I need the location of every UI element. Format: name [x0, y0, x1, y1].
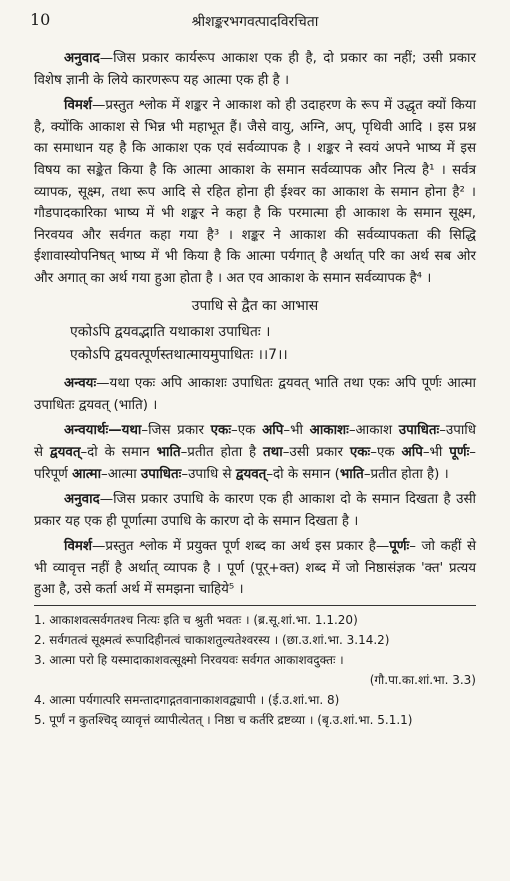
anvayartha-gloss: –एक [231, 423, 263, 439]
anvayartha-gloss: –उपाधि से [34, 423, 476, 460]
footnote-4: 4. आत्मा पर्यगात्परि समन्तादगाद्गतवानाकाशवद्व्यापी । (ई.उ.शां.भा. 8) [34, 693, 340, 708]
anvayartha-term: एकः [349, 444, 371, 460]
anvaya-text: —यथा एकः अपि आकाशः उपाधितः द्वयवत् भाति तथा एकः अपि पूर्णः आत्मा उपाधितः द्वयवत् (भाति) । [34, 376, 476, 413]
anuvad2-text: —जिस प्रकार उपाधि के कारण एक ही आकाश दो के समान दिखता है उसी प्रकार यह एक ही पूर्णात्मा उपाधि के कारण दो के समान दिखता है । [34, 492, 476, 529]
anvayartha-term: उपाधितः [398, 423, 440, 439]
anuvad-text: —जिस प्रकार कार्यरूप आकाश एक ही है, दो प्रकार का नहीं; उसी प्रकार विशेष ज्ञानी के लिये कारणरूप यह आत्मा एक ही है । [34, 51, 476, 88]
anvayartha-gloss: –दो के समान [80, 444, 157, 460]
verse-line-1: एकोऽपि द्वयवद्भाति यथाकाश उपाधितः । [70, 324, 271, 341]
footnote-divider [34, 605, 476, 606]
anvayartha-gloss: –भी [283, 423, 310, 439]
page-body [34, 48, 476, 730]
anuvad2-label: अनुवाद [64, 492, 100, 508]
footnote-2: 2. सर्वगतत्वं सूक्ष्मत्वं रूपादिहीनत्वं चाकाशतुल्यतेश्वरस्य । (छा.उ.शां.भा. 3.14.2) [34, 633, 390, 648]
vimarsh-text: —प्रस्तुत श्लोक में शङ्कर ने आकाश को ही उदाहरण के रूप में उद्धृत क्यों किया है, क्योंकि आकाश से भिन्न भी महाभूत हैं। जैसे वायु, अग्नि, अप्, पृथिवी आदि । इस प्रश्न का समाधान यह है कि आकाश एक एवं सर्वव्यापक है । शङ्कर ने स्वयं अपने भाष्य में इस विषय का सङ्केत किया है कि आत्मा आकाश के समान सर्वव्यापक और नित्य है¹ । सर्वत्र व्यापक, सूक्ष्म, तथा रूप आदि से रहित होना ही ईश्वर का आकाश के समान होना है² । गौडपादकारिका भाष्य में भी शङ्कर ने कहा है कि परमात्मा ही आकाश के समान सूक्ष्म, निरवयव और सर्वगत कहा गया है³ । शङ्कर ने आकाश की सर्वव्यापकता की सिद्धि ईशावास्योपनिषत् भाष्य में भी किया है कि आत्मा पर्यगात् है अर्थात् परि का अर्थ सब ओर और अगात् का अर्थ गया हुआ होता है । अत एव आकाश के समान सर्वव्यापक है⁴ । [34, 98, 476, 286]
anvayartha-term: आत्मा [72, 466, 102, 482]
footnotes [34, 610, 476, 730]
anvaya-label: अन्वयः [64, 376, 97, 392]
footnote-3: 3. आत्मा परो हि यस्मादाकाशवत्सूक्ष्मो निरवयवः सर्वगत आकाशवदुक्तः । [34, 653, 344, 668]
vimarsh2-text-b: – जो कहीं से भी व्यावृत्त नहीं है अर्थात् व्यापक है । पूर्ण (पूर्+क्त) शब्द में जो निष्ठासंज्ञक 'क्त' प्रत्यय हुआ है, उसे कर्ता अर्थ में समझना चाहिये⁵ । [34, 539, 477, 598]
anvayartha-paragraph [34, 420, 476, 485]
anvaya-paragraph [34, 373, 476, 416]
anuvad2-paragraph [34, 489, 476, 532]
anvayartha-gloss: –प्रतीत होता है) । [363, 466, 449, 482]
anvayartha-term: अपि [401, 444, 423, 460]
anvayartha-term: द्वयवत् [235, 466, 267, 482]
vimarsh2-paragraph [34, 536, 476, 601]
vimarsh2-bold-word: पूर्णः [389, 539, 410, 555]
anvayartha-term: आकाशः [309, 423, 349, 439]
footnote-1: 1. आकाशवत्सर्वगतश्च नित्यः इति च श्रुती भवतः । (ब्र.सू.शां.भा. 1.1.20) [34, 613, 358, 628]
anvayartha-gloss: –आत्मा [101, 466, 141, 482]
anvayartha-term: भाति [156, 444, 181, 460]
anvayartha-term: एकः [210, 423, 232, 439]
anuvad-paragraph [34, 48, 476, 91]
anvayartha-gloss: –प्रतीत होता है [180, 444, 264, 460]
anvayartha-label: अन्वयार्थः [64, 423, 109, 439]
vimarsh2-label: विमर्श [64, 539, 93, 555]
anvayartha-gloss: –दो के समान ( [266, 466, 340, 482]
anvayartha-gloss: –आकाश [348, 423, 399, 439]
anvayartha-gloss: –उपाधि से [181, 466, 236, 482]
anvayartha-gloss: –परिपूर्ण [34, 444, 476, 482]
vimarsh2-text-a: —प्रस्तुत श्लोक में प्रयुक्त पूर्ण शब्द का अर्थ इस प्रकार है— [92, 539, 390, 555]
anvayartha-gloss: –उसी प्रकार [282, 444, 350, 460]
page-header [30, 10, 480, 32]
anvayartha-term: पूर्णः [449, 444, 470, 460]
section-title: उपाधि से द्वैत का आभास [191, 297, 319, 314]
vimarsh-paragraph [34, 95, 476, 289]
anuvad-label: अनुवाद [64, 51, 100, 66]
footnote-3-source: (गौ.पा.का.शां.भा. 3.3) [369, 673, 476, 688]
anvayartha-term: तथा [263, 444, 283, 460]
anvayartha-term: अपि [262, 423, 284, 439]
anvayartha-gloss: –एक [370, 444, 402, 460]
anvayartha-term: भाति [339, 466, 364, 482]
running-title: श्रीशङ्करभगवत्पादविरचिता [191, 14, 319, 30]
verse-line-2: एकोऽपि द्वयवत्पूर्णस्तथात्मायमुपाधितः ।।7।। [70, 347, 288, 364]
page-number: 10 [30, 10, 51, 29]
anvayartha-gloss: –भी [422, 444, 450, 460]
verse [34, 321, 476, 367]
anvayartha-term: उपाधितः [140, 466, 182, 482]
anvayartha-term: द्वयवत् [49, 444, 81, 460]
anvayartha-gloss: –जिस प्रकार [141, 423, 211, 439]
anvayartha-term: —यथा [108, 423, 142, 439]
footnote-5: 5. पूर्णं न कुतश्चिद् व्यावृत्तं व्यापीत्येतत् । निष्ठा च कर्तरि द्रष्टव्या । (बृ.उ.शां.भा. 5.1.1) [34, 713, 413, 728]
vimarsh-label: विमर्श [64, 98, 93, 114]
